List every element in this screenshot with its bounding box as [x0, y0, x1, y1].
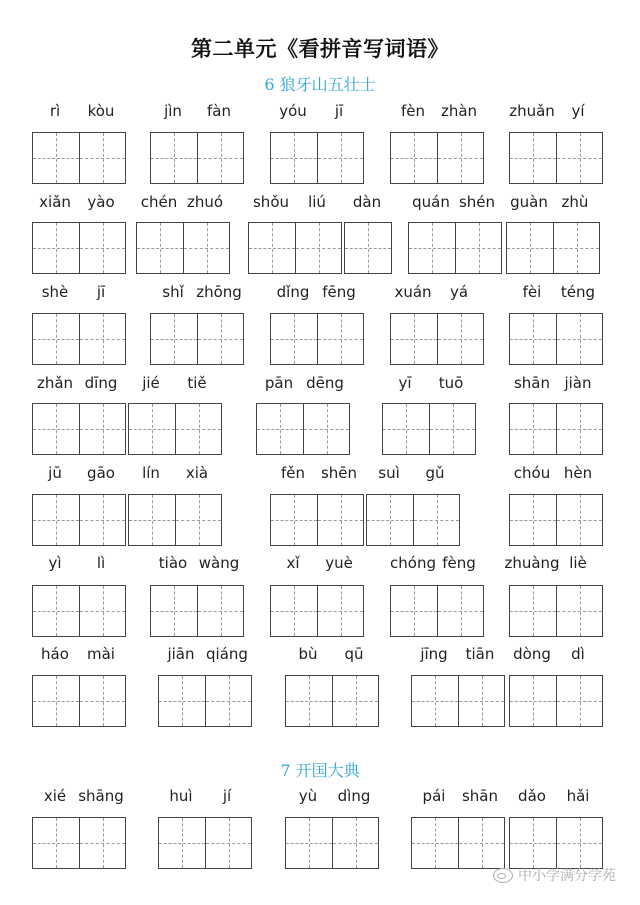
tian-grid-cell [286, 818, 332, 868]
tian-grid-cell [129, 404, 175, 454]
tian-grid-cell [455, 223, 501, 273]
pinyin-label: dǐng [276, 283, 310, 301]
tian-grid-cell [79, 676, 125, 726]
pinyin-label: zhǎn [36, 374, 74, 392]
tian-grid-cell [33, 818, 79, 868]
pinyin-label: huì [169, 787, 193, 805]
tian-grid-cell [391, 314, 437, 364]
tian-grid-cell [556, 404, 602, 454]
writing-box [509, 675, 603, 727]
tian-grid-cell [391, 586, 437, 636]
pinyin-label: dēng [306, 374, 344, 392]
page-title: 第二单元《看拼音写词语》 [191, 37, 449, 61]
tian-grid-cell [249, 223, 295, 273]
pinyin-label: dì [571, 645, 585, 663]
pinyin-label: fěn [280, 464, 306, 482]
writing-box [32, 403, 126, 455]
tian-grid-cell [33, 404, 79, 454]
pinyin-label: fēng [322, 283, 356, 301]
pinyin-label: zhuàng [504, 554, 560, 572]
tian-grid-cell [79, 223, 125, 273]
pinyin-label: xiǎn [39, 193, 71, 211]
writing-box [128, 403, 222, 455]
writing-box [270, 585, 364, 637]
tian-grid-cell [510, 133, 556, 183]
pinyin-label: lì [96, 554, 106, 572]
writing-box [150, 132, 244, 184]
tian-grid-cell [317, 314, 363, 364]
tian-grid-cell [556, 586, 602, 636]
tian-grid-cell [317, 495, 363, 545]
tian-grid-cell [553, 223, 599, 273]
writing-box [506, 222, 600, 274]
tian-grid-cell [271, 133, 317, 183]
writing-box [32, 675, 126, 727]
tian-grid-cell [556, 495, 602, 545]
pinyin-label: rì [49, 102, 61, 120]
pinyin-label: shén [458, 193, 496, 211]
tian-grid-cell [79, 133, 125, 183]
tian-grid-cell [556, 314, 602, 364]
pinyin-label: dīng [84, 374, 118, 392]
tian-grid-cell [413, 495, 459, 545]
tian-grid-cell [271, 495, 317, 545]
pinyin-label: dàn [352, 193, 382, 211]
pinyin-label: yì [48, 554, 62, 572]
pinyin-label: tiān [465, 645, 495, 663]
writing-box [32, 817, 126, 869]
tian-grid-cell [510, 818, 556, 868]
tian-grid-cell [33, 223, 79, 273]
writing-box [411, 675, 505, 727]
pinyin-label: yī [398, 374, 412, 392]
tian-grid-cell [367, 495, 413, 545]
pinyin-label: tiào [158, 554, 188, 572]
pinyin-label: xié [43, 787, 67, 805]
writing-box [390, 313, 484, 365]
pinyin-label: bù [298, 645, 318, 663]
pinyin-label: dòng [513, 645, 551, 663]
tian-grid-cell [33, 133, 79, 183]
pinyin-label: jí [222, 787, 232, 805]
tian-grid-cell [151, 314, 197, 364]
writing-box [411, 817, 505, 869]
tian-grid-cell [271, 586, 317, 636]
pinyin-label: wàng [198, 554, 240, 572]
pinyin-label: chóng [390, 554, 436, 572]
pinyin-label: jìn [164, 102, 182, 120]
tian-grid-cell [79, 404, 125, 454]
tian-grid-cell [409, 223, 455, 273]
tian-grid-cell [556, 818, 602, 868]
wechat-icon [493, 868, 513, 883]
pinyin-label: fèi [522, 283, 542, 301]
tian-grid-cell [317, 133, 363, 183]
writing-box [285, 675, 379, 727]
writing-box [136, 222, 230, 274]
tian-grid-cell [332, 818, 378, 868]
tian-grid-cell [175, 404, 221, 454]
writing-box [285, 817, 379, 869]
pinyin-label: guàn [510, 193, 548, 211]
writing-box [382, 403, 476, 455]
tian-grid-cell [303, 404, 349, 454]
writing-box [509, 817, 603, 869]
tian-grid-cell [510, 676, 556, 726]
pinyin-label: zhuó [186, 193, 224, 211]
pinyin-label: fàn [207, 102, 231, 120]
writing-box [408, 222, 502, 274]
pinyin-label: jié [142, 374, 160, 392]
tian-grid-cell [556, 676, 602, 726]
pinyin-label: chóu [513, 464, 551, 482]
pinyin-label: shè [41, 283, 69, 301]
pinyin-label: pái [422, 787, 446, 805]
tian-grid-cell [79, 314, 125, 364]
pinyin-label: dǎo [518, 787, 546, 805]
tian-grid-cell [437, 133, 483, 183]
pinyin-label: suì [378, 464, 400, 482]
writing-box [270, 494, 364, 546]
watermark [493, 865, 616, 885]
pinyin-label: háo [41, 645, 69, 663]
pinyin-label: tuō [438, 374, 464, 392]
writing-box [509, 585, 603, 637]
pinyin-label: jiàn [564, 374, 592, 392]
pinyin-label: shān [461, 787, 499, 805]
writing-box [32, 494, 126, 546]
tian-grid-cell [151, 586, 197, 636]
writing-box [248, 222, 342, 274]
tian-grid-cell [79, 586, 125, 636]
tian-grid-cell [271, 314, 317, 364]
tian-grid-cell [33, 314, 79, 364]
tian-grid-cell [33, 676, 79, 726]
watermark-text: 中小学满分学苑 [518, 868, 616, 884]
tian-grid-cell [205, 676, 251, 726]
tian-grid-cell [175, 495, 221, 545]
tian-grid-cell [345, 223, 391, 273]
pinyin-label: jī [334, 102, 344, 120]
pinyin-label: mài [87, 645, 115, 663]
tian-grid-cell [510, 314, 556, 364]
tian-grid-cell [412, 818, 458, 868]
pinyin-label: xǐ [286, 554, 300, 572]
pinyin-label: yá [449, 283, 469, 301]
pinyin-label: yào [87, 193, 115, 211]
pinyin-label: yuè [325, 554, 353, 572]
pinyin-label: shēn [320, 464, 358, 482]
pinyin-label: jiān [167, 645, 195, 663]
tian-grid-cell [159, 676, 205, 726]
tian-grid-cell [332, 676, 378, 726]
pinyin-label: qiáng [206, 645, 248, 663]
tian-grid-cell [151, 133, 197, 183]
writing-box [509, 132, 603, 184]
pinyin-label: lín [142, 464, 160, 482]
pinyin-label: liè [569, 554, 587, 572]
pinyin-label: hèn [563, 464, 593, 482]
writing-box [509, 313, 603, 365]
tian-grid-cell [159, 818, 205, 868]
pinyin-label: liú [308, 193, 326, 211]
tian-grid-cell [129, 495, 175, 545]
writing-box [32, 222, 126, 274]
tian-grid-cell [556, 133, 602, 183]
tian-grid-cell [33, 586, 79, 636]
pinyin-label: pān [264, 374, 294, 392]
tian-grid-cell [79, 495, 125, 545]
writing-box [150, 585, 244, 637]
writing-box [158, 817, 252, 869]
pinyin-label: kòu [87, 102, 115, 120]
lesson-heading: 6 狼牙山五壮士 [264, 75, 376, 94]
tian-grid-cell [437, 586, 483, 636]
pinyin-label: gǔ [425, 464, 445, 482]
tian-grid-cell [507, 223, 553, 273]
tian-grid-cell [205, 818, 251, 868]
writing-box [256, 403, 350, 455]
pinyin-label: shāng [78, 787, 124, 805]
tian-grid-cell [197, 586, 243, 636]
tian-grid-cell [257, 404, 303, 454]
pinyin-label: hǎi [566, 787, 590, 805]
tian-grid-cell [391, 133, 437, 183]
tian-grid-cell [458, 676, 504, 726]
writing-box [390, 132, 484, 184]
tian-grid-cell [183, 223, 229, 273]
writing-box [366, 494, 460, 546]
pinyin-label: fèng [442, 554, 476, 572]
pinyin-label: fèn [400, 102, 426, 120]
writing-box [32, 132, 126, 184]
writing-box [32, 585, 126, 637]
pinyin-label: zhuǎn [509, 102, 555, 120]
pinyin-label: xià [185, 464, 209, 482]
writing-box [158, 675, 252, 727]
pinyin-label: qū [344, 645, 364, 663]
pinyin-label: yóu [279, 102, 307, 120]
pinyin-label: shǐ [162, 283, 184, 301]
writing-box [150, 313, 244, 365]
writing-box [270, 132, 364, 184]
pinyin-label: yí [571, 102, 585, 120]
tian-grid-cell [197, 133, 243, 183]
tian-grid-cell [510, 495, 556, 545]
tian-grid-cell [437, 314, 483, 364]
tian-grid-cell [383, 404, 429, 454]
tian-grid-cell [412, 676, 458, 726]
lesson-heading: 7 开国大典 [280, 761, 360, 780]
tian-grid-cell [197, 314, 243, 364]
pinyin-label: quán [412, 193, 450, 211]
writing-box [32, 313, 126, 365]
writing-box [390, 585, 484, 637]
tian-grid-cell [33, 495, 79, 545]
tian-grid-cell [295, 223, 341, 273]
pinyin-label: zhōng [196, 283, 242, 301]
tian-grid-cell [317, 586, 363, 636]
pinyin-label: zhù [561, 193, 589, 211]
tian-grid-cell [429, 404, 475, 454]
tian-grid-cell [458, 818, 504, 868]
pinyin-label: jī [96, 283, 106, 301]
writing-box [344, 222, 392, 274]
tian-grid-cell [79, 818, 125, 868]
pinyin-label: téng [560, 283, 596, 301]
pinyin-label: dìng [337, 787, 371, 805]
pinyin-label: jīng [420, 645, 448, 663]
writing-box [270, 313, 364, 365]
pinyin-label: shān [513, 374, 551, 392]
pinyin-label: zhàn [440, 102, 478, 120]
pinyin-label: chén [140, 193, 178, 211]
tian-grid-cell [137, 223, 183, 273]
writing-box [128, 494, 222, 546]
pinyin-label: shǒu [252, 193, 290, 211]
tian-grid-cell [286, 676, 332, 726]
pinyin-label: yù [298, 787, 318, 805]
pinyin-label: tiě [187, 374, 207, 392]
pinyin-label: jū [48, 464, 62, 482]
pinyin-label: xuán [394, 283, 432, 301]
writing-box [509, 494, 603, 546]
writing-box [509, 403, 603, 455]
tian-grid-cell [510, 404, 556, 454]
tian-grid-cell [510, 586, 556, 636]
pinyin-label: gāo [87, 464, 115, 482]
